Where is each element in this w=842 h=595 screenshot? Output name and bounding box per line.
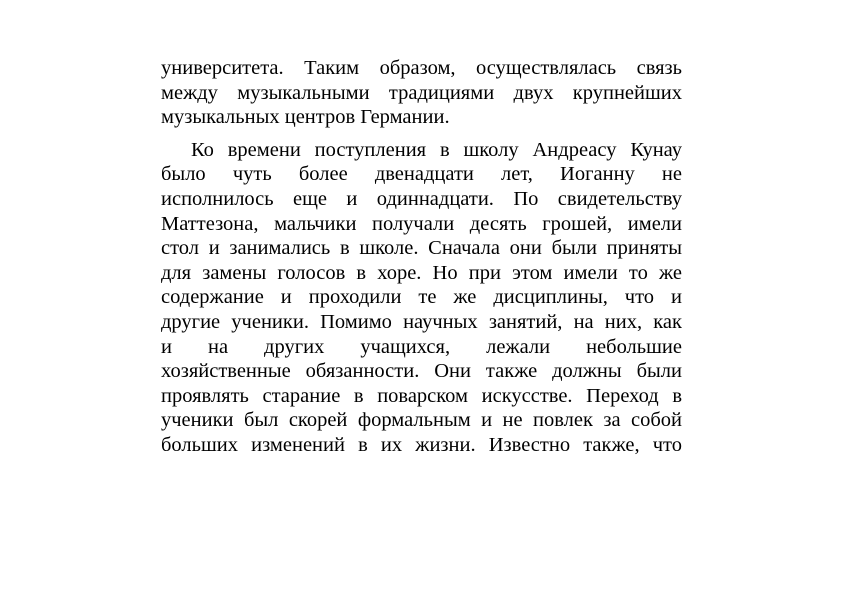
text-line: Маттезона, мальчики получали десять грошей, имели — [161, 212, 682, 235]
text-line: проявлять старание в поварском искусстве. Переход в — [161, 384, 682, 407]
text-line: хозяйственные обязанности. Они также должны были — [161, 360, 682, 383]
text-line: ученики был скорей формальным и не повлек за собой — [161, 409, 682, 432]
text-line: стол и занимались в школе. Сначала они были приняты — [161, 237, 682, 260]
text-line: университета. Таким образом, осуществлялась связь — [161, 57, 682, 79]
text-line: для замены голосов в хоре. Но при этом имели то же — [161, 261, 682, 284]
text-line: Ко времени поступления в школу Андреасу Кунау — [191, 138, 682, 161]
paragraph-1 — [161, 56, 682, 130]
text-line: содержание и проходили те же дисциплины, что и — [161, 286, 682, 309]
text-line: между музыкальными традициями двух крупнейших — [161, 81, 682, 104]
text-line: больших изменений в их жизни. Известно также, что — [161, 433, 682, 456]
paragraph-2 — [161, 138, 682, 458]
text-line: музыкальных центров Германии. — [161, 106, 450, 129]
paragraph-spacing — [161, 130, 682, 138]
body-text — [161, 56, 682, 458]
text-line: было чуть более двенадцати лет, Иоганну не — [161, 163, 682, 186]
text-line: другие ученики. Помимо научных занятий, на них, как — [161, 310, 682, 333]
text-line: исполнилось еще и одиннадцати. По свидетельству — [161, 187, 682, 210]
text-line: и на других учащихся, лежали небольшие — [161, 335, 682, 358]
